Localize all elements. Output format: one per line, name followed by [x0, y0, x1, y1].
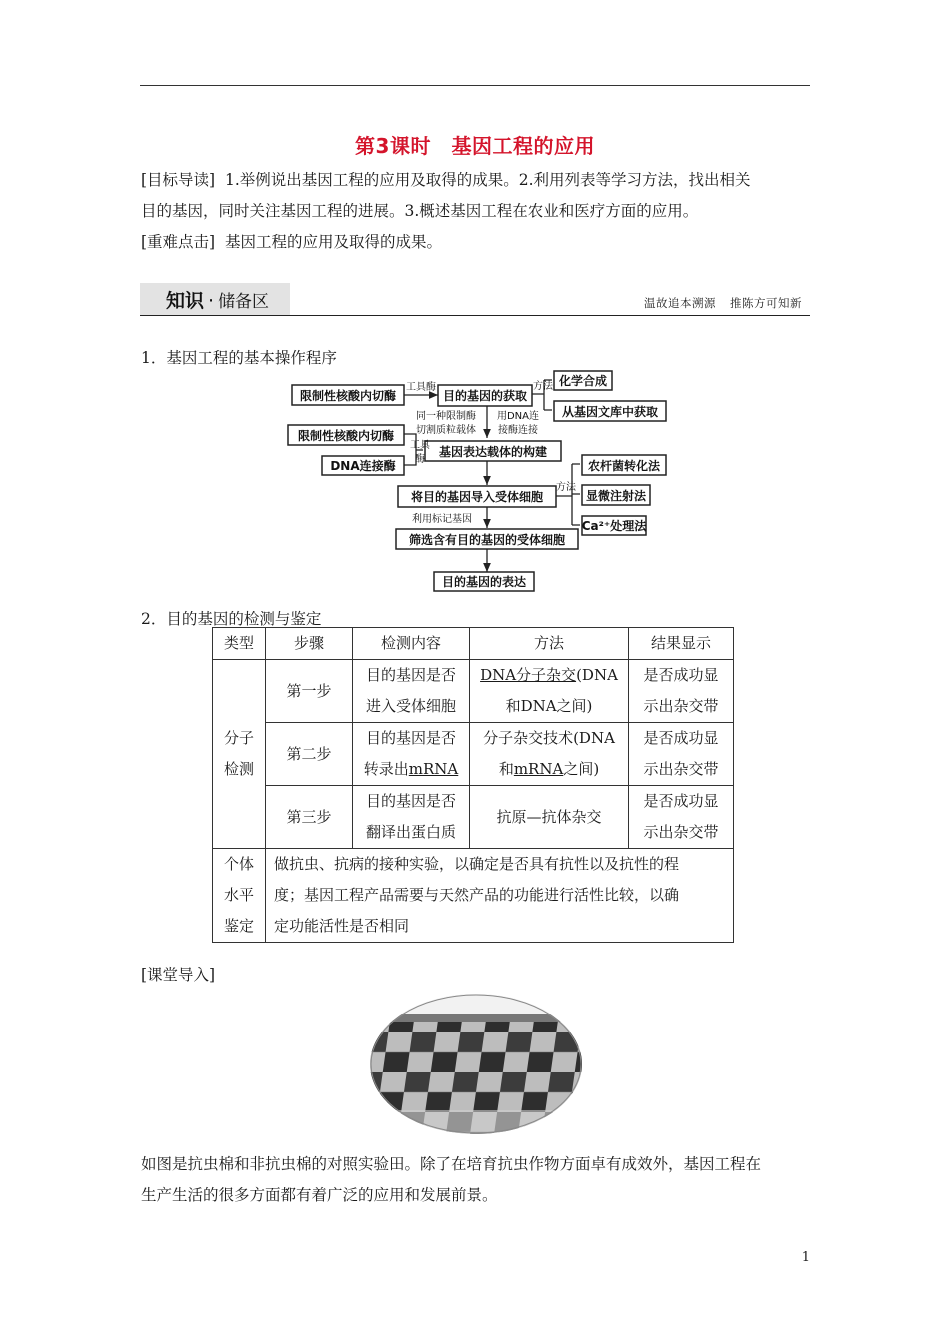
table-row — [213, 786, 734, 849]
lesson-title: 第3课时 基因工程的应用 — [355, 134, 595, 158]
flow-method-a: 方法 — [533, 381, 553, 392]
header-method: 方法 — [470, 628, 629, 660]
header-type: 类型 — [213, 628, 266, 660]
step-cell: 第二步 — [266, 723, 353, 786]
banner-dot: · — [208, 290, 215, 312]
result-cell — [629, 723, 734, 786]
content-line: 目的基因是否 — [365, 729, 456, 747]
flow-enzyme-2: 限制性核酸内切酶 — [297, 429, 395, 443]
method-cell — [470, 723, 629, 786]
individual-label-2: 水平 — [223, 886, 254, 904]
individual-text-line: 定功能活性是否相同 — [274, 917, 410, 935]
flow-ligase-2: 接酶连接 — [498, 425, 538, 436]
flow-tool-2b: 酶 — [415, 454, 425, 465]
content-cell — [353, 723, 470, 786]
method-cell: 抗原—抗体杂交 — [470, 786, 629, 849]
header-result: 结果显示 — [629, 628, 734, 660]
content-line: 目的基因是否 — [365, 792, 456, 810]
key-points-label: [重难点击] — [141, 233, 216, 251]
banner-motto — [644, 295, 802, 311]
molecular-detection-cell — [213, 660, 266, 849]
flow-chem: 化学合成 — [558, 374, 608, 388]
content-text: 转录出 — [363, 760, 409, 778]
flow-ligase: DNA连接酶 — [330, 459, 396, 473]
flow-ca: Ca²⁺处理法 — [581, 519, 647, 533]
method-note: (DNA — [576, 666, 618, 684]
method-text: 和 — [498, 760, 514, 778]
method-text: 之间) — [563, 760, 600, 778]
content-line: 进入受体细胞 — [365, 697, 456, 715]
result-cell — [629, 786, 734, 849]
content-term: mRNA — [408, 760, 459, 778]
flow-get-gene: 目的基因的获取 — [442, 389, 528, 403]
individual-text-line: 度；基因工程产品需要与天然产品的功能进行活性比较，以确 — [274, 886, 680, 904]
banner-title — [166, 286, 269, 313]
flow-ligase-1: 用DNA连 — [496, 411, 540, 422]
banner-motto-1: 温故追本溯源 — [644, 296, 716, 310]
flow-same-enzyme-1: 同一种限制酶 — [416, 411, 476, 422]
section2-heading: 2．目的基因的检测与鉴定 — [141, 610, 322, 628]
individual-text-line: 做抗虫、抗病的接种实验，以确定是否具有抗性以及抗性的程 — [274, 855, 680, 873]
content-cell — [353, 786, 470, 849]
header-rule — [140, 85, 810, 86]
flow-library: 从基因文库中获取 — [561, 405, 659, 419]
method-term: DNA分子杂交 — [480, 666, 577, 684]
flow-screen: 筛选含有目的基因的受体细胞 — [408, 533, 566, 547]
objectives-line1: 1.举例说出基因工程的应用及取得的成果。2.利用列表等学习方法，找出相关 — [224, 171, 751, 189]
table-row — [213, 660, 734, 723]
header-step: 步骤 — [266, 628, 353, 660]
molecular-label-2: 检测 — [223, 760, 254, 778]
key-points-text: 基因工程的应用及取得的成果。 — [224, 233, 442, 251]
method-term: mRNA — [513, 760, 564, 778]
individual-row — [213, 849, 734, 943]
flow-vector: 基因表达载体的构建 — [438, 445, 548, 459]
detection-table — [212, 627, 734, 943]
result-line: 示出杂交带 — [643, 697, 719, 715]
classroom-label: [课堂导入] — [141, 966, 216, 984]
flow-enzyme-1: 限制性核酸内切酶 — [299, 389, 397, 403]
individual-level-cell — [213, 849, 266, 943]
banner-motto-2: 推陈方可知新 — [730, 296, 802, 310]
flow-intro: 将目的基因导入受体细胞 — [410, 490, 544, 504]
classroom-line2: 生产生活的很多方面都有着广泛的应用和发展前景。 — [141, 1186, 498, 1204]
header-content: 检测内容 — [353, 628, 470, 660]
table-header-row — [213, 628, 734, 660]
section-banner — [140, 283, 810, 317]
objectives — [141, 165, 813, 258]
table-row — [213, 723, 734, 786]
result-cell — [629, 660, 734, 723]
banner-main: 知识 — [166, 290, 205, 312]
cotton-field-photo — [370, 992, 582, 1136]
flow-express: 目的基因的表达 — [441, 575, 527, 589]
flow-same-enzyme-2: 切割质粒载体 — [416, 425, 476, 436]
content-cell — [353, 660, 470, 723]
objectives-label: [目标导读] — [141, 171, 216, 189]
objectives-line2: 目的基因，同时关注基因工程的进展。3.概述基因工程在农业和医疗方面的应用。 — [141, 202, 699, 220]
flow-micro: 显微注射法 — [585, 489, 647, 503]
flow-method-b: 方法 — [556, 482, 576, 493]
step-cell: 第三步 — [266, 786, 353, 849]
method-line: 分子杂交技术(DNA — [483, 729, 615, 747]
individual-label-1: 个体 — [223, 855, 254, 873]
individual-text-cell — [266, 849, 734, 943]
result-line: 示出杂交带 — [643, 823, 719, 841]
flow-tool-enzyme: 工具酶 — [406, 382, 436, 393]
flow-agro: 农杆菌转化法 — [587, 459, 661, 473]
result-line: 示出杂交带 — [643, 760, 719, 778]
flow-marker: 利用标记基因 — [412, 514, 472, 525]
method-line: 和DNA之间) — [505, 697, 593, 715]
result-line: 是否成功显 — [643, 792, 719, 810]
result-line: 是否成功显 — [643, 666, 719, 684]
banner-rule — [140, 315, 810, 316]
content-line: 目的基因是否 — [365, 666, 456, 684]
individual-label-3: 鉴定 — [223, 917, 254, 935]
flow-tool-2a: 工具 — [410, 440, 430, 451]
content-line: 翻译出蛋白质 — [365, 823, 456, 841]
operation-flowchart — [280, 370, 690, 595]
classroom-line1: 如图是抗虫棉和非抗虫棉的对照实验田。除了在培育抗虫作物方面卓有成效外，基因工程在 — [141, 1155, 762, 1173]
method-cell — [470, 660, 629, 723]
section1-heading: 1．基因工程的基本操作程序 — [141, 349, 337, 367]
classroom-text — [141, 1149, 813, 1211]
step-cell: 第一步 — [266, 660, 353, 723]
banner-sub: 储备区 — [218, 292, 270, 312]
result-line: 是否成功显 — [643, 729, 719, 747]
page-number: 1 — [801, 1250, 810, 1265]
molecular-label-1: 分子 — [223, 729, 254, 747]
